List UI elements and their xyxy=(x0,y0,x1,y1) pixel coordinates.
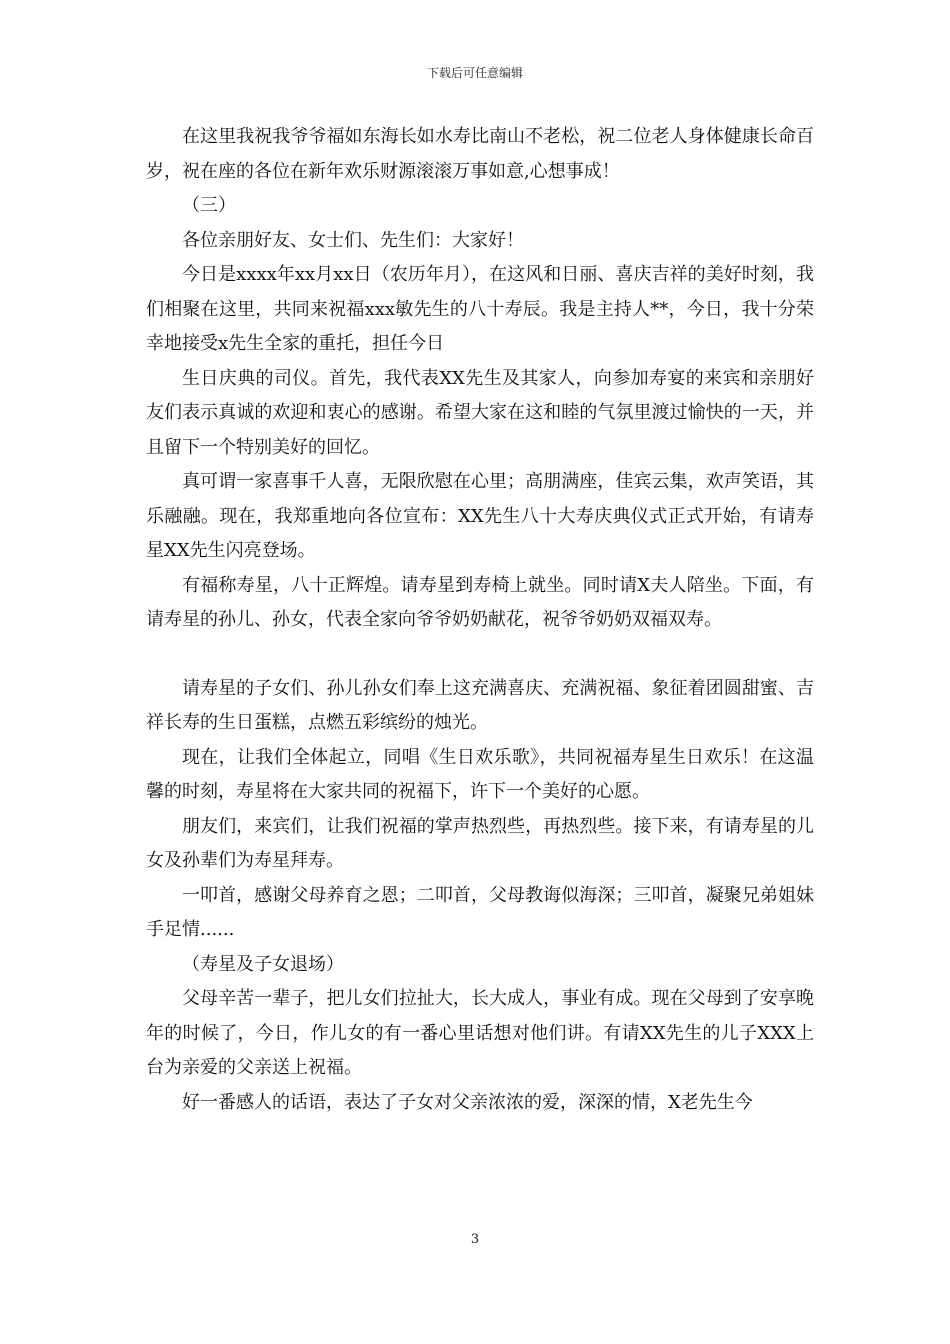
paragraph: 一叩首，感谢父母养育之恩；二叩首，父母教诲似海深；三叩首，凝聚兄弟姐妹手足情...... xyxy=(146,884,814,940)
paragraph: 有福称寿星，八十正辉煌。请寿星到寿椅上就坐。同时请X夫人陪坐。下面，有请寿星的孙儿、孙女，代表全家向爷爷奶奶献花，祝爷爷奶奶双福双寿。 xyxy=(146,574,814,630)
paragraph: 现在，让我们全体起立，同唱《生日欢乐歌》，共同祝福寿星生日欢乐！在这温馨的时刻，寿星将在大家共同的祝福下，许下一个美好的心愿。 xyxy=(146,746,814,802)
page-header: 下载后可任意编辑 xyxy=(426,66,523,80)
paragraph: 今日是xxxx年xx月xx日（农历年月），在这风和日丽、喜庆吉祥的美好时刻，我们相聚在这里，共同来祝福xxx敏先生的八十寿辰。我是主持人**，今日，我十分荣幸地接受x先生全家的重托，担任今日 xyxy=(146,264,814,354)
stage-direction: （寿星及子女退场） xyxy=(182,953,344,975)
paragraph: 朋友们，来宾们，让我们祝福的掌声热烈些，再热烈些。接下来，有请寿星的儿女及孙辈们为寿星拜寿。 xyxy=(146,815,814,871)
paragraph: 请寿星的子女们、孙儿孙女们奉上这充满喜庆、充满祝福、象征着团圆甜蜜、吉祥长寿的生日蛋糕，点燃五彩缤纷的烛光。 xyxy=(146,677,814,733)
paragraph: 真可谓一家喜事千人喜，无限欣慰在心里；高朋满座，佳宾云集，欢声笑语，其乐融融。现在，我郑重地向各位宣布：XX先生八十大寿庆典仪式正式开始，有请寿星XX先生闪亮登场。 xyxy=(146,471,814,561)
paragraph: 好一番感人的话语，表达了子女对父亲浓浓的爱，深深的情，X老先生今 xyxy=(182,1091,753,1113)
paragraph: 在这里我祝我爷爷福如东海长如水寿比南山不老松，祝二位老人身体健康长命百岁，祝在座的各位在新年欢乐财源滚滚万事如意,心想事成！ xyxy=(146,126,814,182)
document-body xyxy=(146,120,814,1120)
paragraph: 父母辛苦一辈子，把儿女们拉扯大，长大成人，事业有成。现在父母到了安享晚年的时候了，今日，作儿女的有一番心里话想对他们讲。有请XX先生的儿子XXX上台为亲爱的父亲送上祝福。 xyxy=(146,988,814,1078)
page-number: 3 xyxy=(470,1232,480,1247)
blank-line xyxy=(146,638,814,672)
paragraph: 各位亲朋好友、女士们、先生们：大家好！ xyxy=(182,229,524,251)
section-heading: （三） xyxy=(182,195,236,216)
paragraph: 生日庆典的司仪。首先，我代表XX先生及其家人，向参加寿宴的来宾和亲朋好友们表示真诚的欢迎和衷心的感谢。希望大家在这和睦的气氛里渡过愉快的一天，并且留下一个特别美好的回忆。 xyxy=(146,367,814,458)
